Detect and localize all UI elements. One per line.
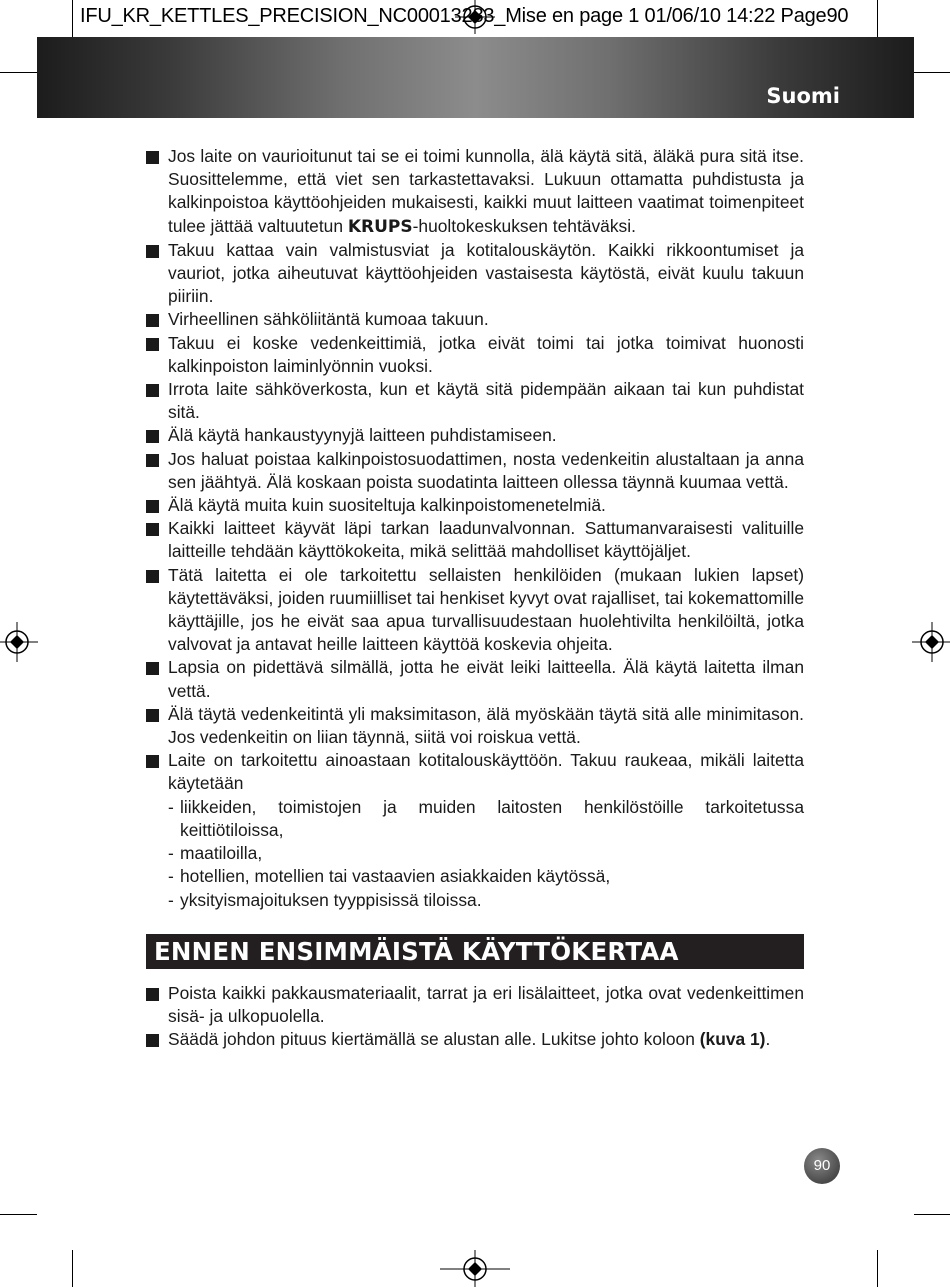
brand-name: KRUPS bbox=[347, 216, 413, 237]
crop-mark bbox=[914, 1214, 950, 1215]
sub-list-item: - liikkeiden, toimistojen ja muiden laitosten henkilöstöille tarkoitetussa keittiötiloissa, bbox=[168, 796, 804, 840]
list-item: Jos haluat poistaa kalkinpoistosuodattimen, nosta vedenkeitin alustaltaan ja anna sen jäähtyä. Älä koskaan poista suodatinta laitteen ollessa täynnä kuumaa vettä. bbox=[146, 448, 804, 494]
sub-list-item: - hotellien, motellien tai vastaavien asiakkaiden käytössä, bbox=[168, 866, 611, 887]
bullet-square-icon bbox=[146, 1034, 159, 1047]
bullet-square-icon bbox=[146, 709, 159, 722]
slug-line: IFU_KR_KETTLES_PRECISION_NC00013283_Mise en page 1 01/06/10 14:22 Page90 bbox=[80, 5, 849, 27]
bullet-square-icon bbox=[146, 523, 159, 536]
crop-mark bbox=[72, 1250, 73, 1287]
list-item: Säädä johdon pituus kiertämällä se alustan alle. Lukitse johto koloon (kuva 1). bbox=[146, 1028, 804, 1051]
list-item: Poista kaikki pakkausmateriaalit, tarrat ja eri lisälaitteet, jotka ovat vedenkeittimen sisä- ja ulkopuolella. bbox=[146, 982, 804, 1028]
list-item: Älä käytä hankaustyynyjä laitteen puhdistamiseen. bbox=[146, 424, 804, 447]
bullet-square-icon bbox=[146, 338, 159, 351]
sub-list-item: - maatiloilla, bbox=[168, 843, 263, 864]
bullet-square-icon bbox=[146, 384, 159, 397]
list-item: Lapsia on pidettävä silmällä, jotta he eivät leiki laitteella. Älä käytä laitetta ilman vettä. bbox=[146, 656, 804, 702]
sub-list-item: - yksityismajoituksen tyyppisissä tiloissa. bbox=[168, 889, 482, 910]
bullet-square-icon bbox=[146, 314, 159, 327]
bullet-square-icon bbox=[146, 245, 159, 258]
section-heading: ENNEN ENSIMMÄISTÄ KÄYTTÖKERTAA bbox=[146, 934, 804, 969]
crop-mark bbox=[877, 1250, 878, 1287]
list-item: Laite on tarkoitettu ainoastaan kotitalouskäyttöön. Takuu raukeaa, mikäli laitetta käytetään bbox=[146, 749, 804, 795]
bullet-square-icon bbox=[146, 430, 159, 443]
list-item: Älä täytä vedenkeitintä yli maksimitason, älä myöskään täytä sitä alle minimitason. Jos vedenkeitin on liian täynnä, siitä voi roiskua vettä. bbox=[146, 703, 804, 749]
bullet-square-icon bbox=[146, 755, 159, 768]
figure-reference: (kuva 1) bbox=[699, 1029, 766, 1050]
bullet-square-icon bbox=[146, 662, 159, 675]
main-content bbox=[146, 145, 804, 1051]
bullet-square-icon bbox=[146, 570, 159, 583]
language-label: Suomi bbox=[766, 84, 840, 108]
crop-mark bbox=[72, 0, 73, 37]
registration-mark-icon bbox=[440, 1250, 510, 1287]
list-item: Irrota laite sähköverkosta, kun et käytä sitä pidempään aikaan tai kun puhdistat sitä. bbox=[146, 378, 804, 424]
crop-mark bbox=[0, 72, 37, 73]
list-item: Virheellinen sähköliitäntä kumoaa takuun. bbox=[146, 308, 804, 331]
list-item: Takuu kattaa vain valmistusviat ja kotitalouskäytön. Kaikki rikkoontumiset ja vauriot, jotka aiheutuvat käyttöohjeiden vastaisesta käytöstä, eivät kuulu takuun piiriin. bbox=[146, 239, 804, 309]
list-item: Tätä laitetta ei ole tarkoitettu sellaisten henkilöiden (mukaan lukien lapset) käytettäväksi, joiden ruumiilliset tai henkiset kyvyt ovat rajalliset, tai kokemattomille käyttäjille, jos he eivät saa apua turvallisuudestaan huolehtivilta henkilöiltä, jotka valvovat ja antavat heille laitteen käyttöä koskevia ohjeita. bbox=[146, 564, 804, 657]
bullet-square-icon bbox=[146, 151, 159, 164]
bullet-square-icon bbox=[146, 988, 159, 1001]
list-item: Takuu ei koske vedenkeittimiä, jotka eivät toimi tai jotka toimivat huonosti kalkinpoiston laiminlyönnin vuoksi. bbox=[146, 332, 804, 378]
bullet-square-icon bbox=[146, 454, 159, 467]
registration-mark-icon bbox=[0, 622, 38, 662]
list-item: Kaikki laitteet käyvät läpi tarkan laadunvalvonnan. Sattumanvaraisesti valituille laitteille tehdään käyttökokeita, mikä selittää mahdolliset käyttöjäljet. bbox=[146, 517, 804, 563]
crop-mark bbox=[914, 72, 950, 73]
crop-mark bbox=[0, 1214, 37, 1215]
list-item: Älä käytä muita kuin suositeltuja kalkinpoistomenetelmiä. bbox=[146, 494, 804, 517]
page-number-badge: 90 bbox=[804, 1148, 840, 1184]
registration-mark-icon bbox=[912, 622, 950, 662]
list-item: Jos laite on vaurioitunut tai se ei toimi kunnolla, älä käytä sitä, äläkä pura sitä itse. Suosittelemme, että viet sen tarkastettavaksi. Lukuun ottamatta puhdistusta ja kalkinpoistoa käyttöohjeiden mukaisesti, kaikki muut laitteen vaatimat toimenpiteet tulee jättää valtuutetun KRUPS-huoltokeskuksen tehtäväksi. bbox=[146, 145, 804, 239]
bullet-square-icon bbox=[146, 500, 159, 513]
